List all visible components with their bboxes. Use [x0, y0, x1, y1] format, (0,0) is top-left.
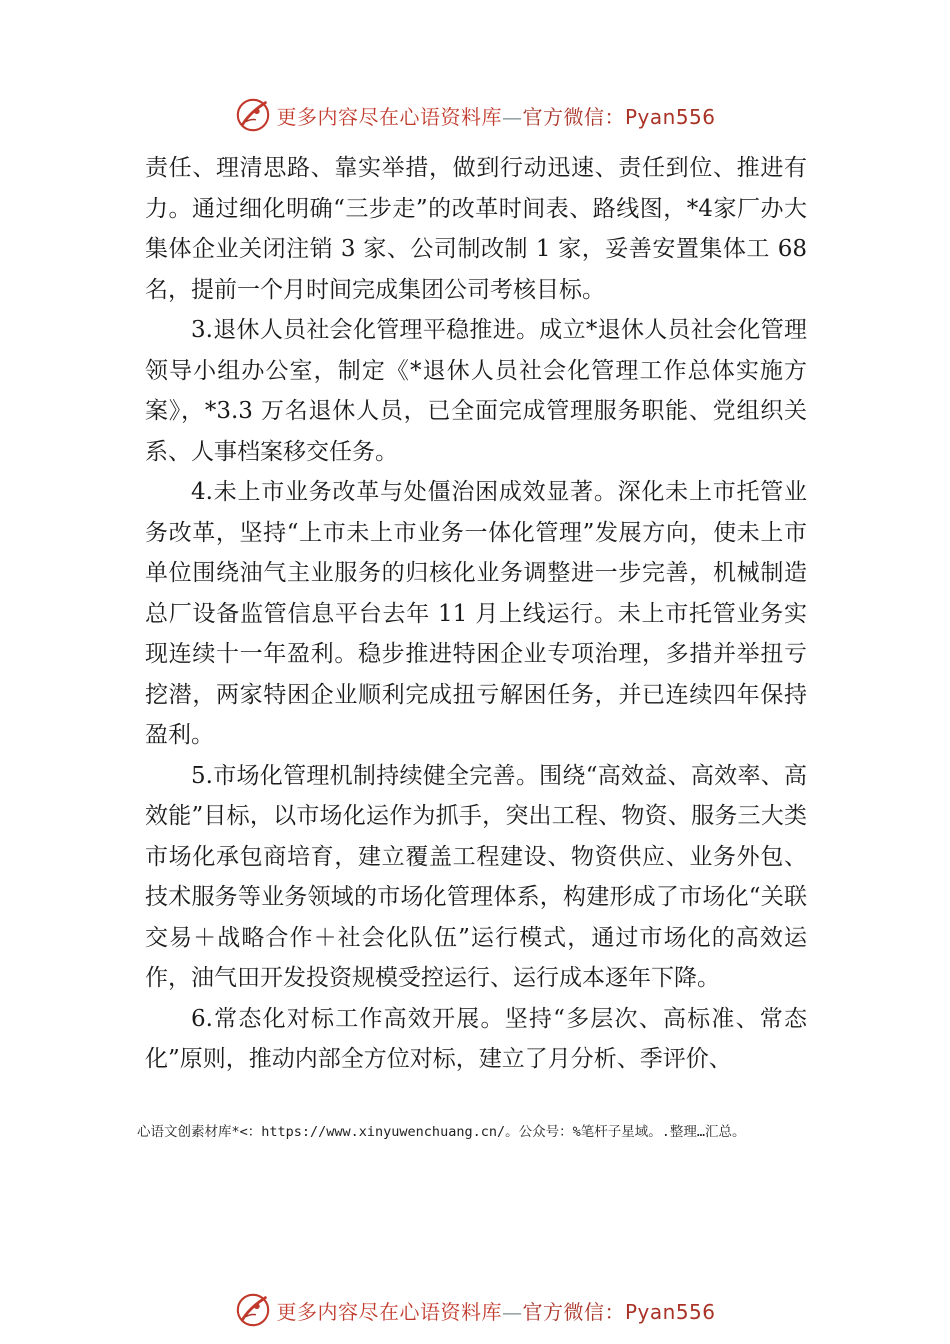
paragraph-unlisted-business-reform: 4.未上市业务改革与处僵治困成效显著。深化未上市托管业务改革，坚持“上市未上市业务一体化管理”发展方向，使未上市单位围绕油气主业服务的归核化业务调整进一步完善，机械制造总厂设备监管信息平台去年 11 月上线运行。未上市托管业务实现连续十一年盈利。稳步推进特困企业专项治理，多措并举扭亏挖潜，两家特困企业顺利完成扭亏解困任务，并已连续四年保持盈利。 [145, 479, 807, 748]
paragraph-benchmarking: 6.常态化对标工作高效开展。坚持“多层次、高标准、常态化”原则，推动内部全方位对标，建立了月分析、季评价、 [145, 1005, 807, 1072]
banner-main-text: 更多内容尽在心语资料库 [276, 1299, 502, 1324]
footer-banner [0, 1290, 950, 1330]
paragraph-continuation: 责任、理清思路、靠实举措，做到行动迅速、责任到位、推进有力。通过细化明确“三步走”的改革时间表、路线图，*4家厂办大集体企业关闭注销 3 家、公司制改制 1 家，妥善安置集体工 68 名，提前一个月时间完成集团公司考核目标。 [145, 155, 807, 303]
banner-wechat-id: Pyan556 [624, 104, 716, 129]
paragraph-market-mechanism: 5.市场化管理机制持续健全完善。围绕“高效益、高效率、高效能”目标，以市场化运作为抓手，突出工程、物资、服务三大类市场化承包商培育，建立覆盖工程建设、物资供应、业务外包、技术服务等业务领域的市场化管理体系，构建形成了市场化“关联交易＋战略合作＋社会化队伍”运行模式，通过市场化的高效运作，油气田开发投资规模受控运行、运行成本逐年下降。 [145, 762, 807, 991]
banner-wechat-label: 官方微信： [522, 104, 625, 129]
banner-separator: — [501, 104, 523, 129]
source-footer-note: 心语文创素材库*<：https://www.xinyuwenchuang.cn/。公众号：%笔杆子星域。.整理…汇总。 [137, 1124, 746, 1140]
document-body [145, 148, 807, 1080]
banner-text [276, 101, 715, 130]
banner-separator: — [501, 1299, 523, 1324]
brush-logo-icon [234, 1291, 272, 1329]
banner-text [276, 1296, 715, 1325]
brush-logo-icon [234, 96, 272, 134]
header-banner [0, 95, 950, 135]
banner-wechat-id: Pyan556 [624, 1299, 716, 1324]
banner-wechat-label: 官方微信： [522, 1299, 625, 1324]
paragraph-retiree-management: 3.退休人员社会化管理平稳推进。成立*退休人员社会化管理领导小组办公室，制定《*退休人员社会化管理工作总体实施方案》，*3.3 万名退休人员，已全面完成管理服务职能、党组织关系、人事档案移交任务。 [145, 317, 807, 465]
banner-main-text: 更多内容尽在心语资料库 [276, 104, 502, 129]
